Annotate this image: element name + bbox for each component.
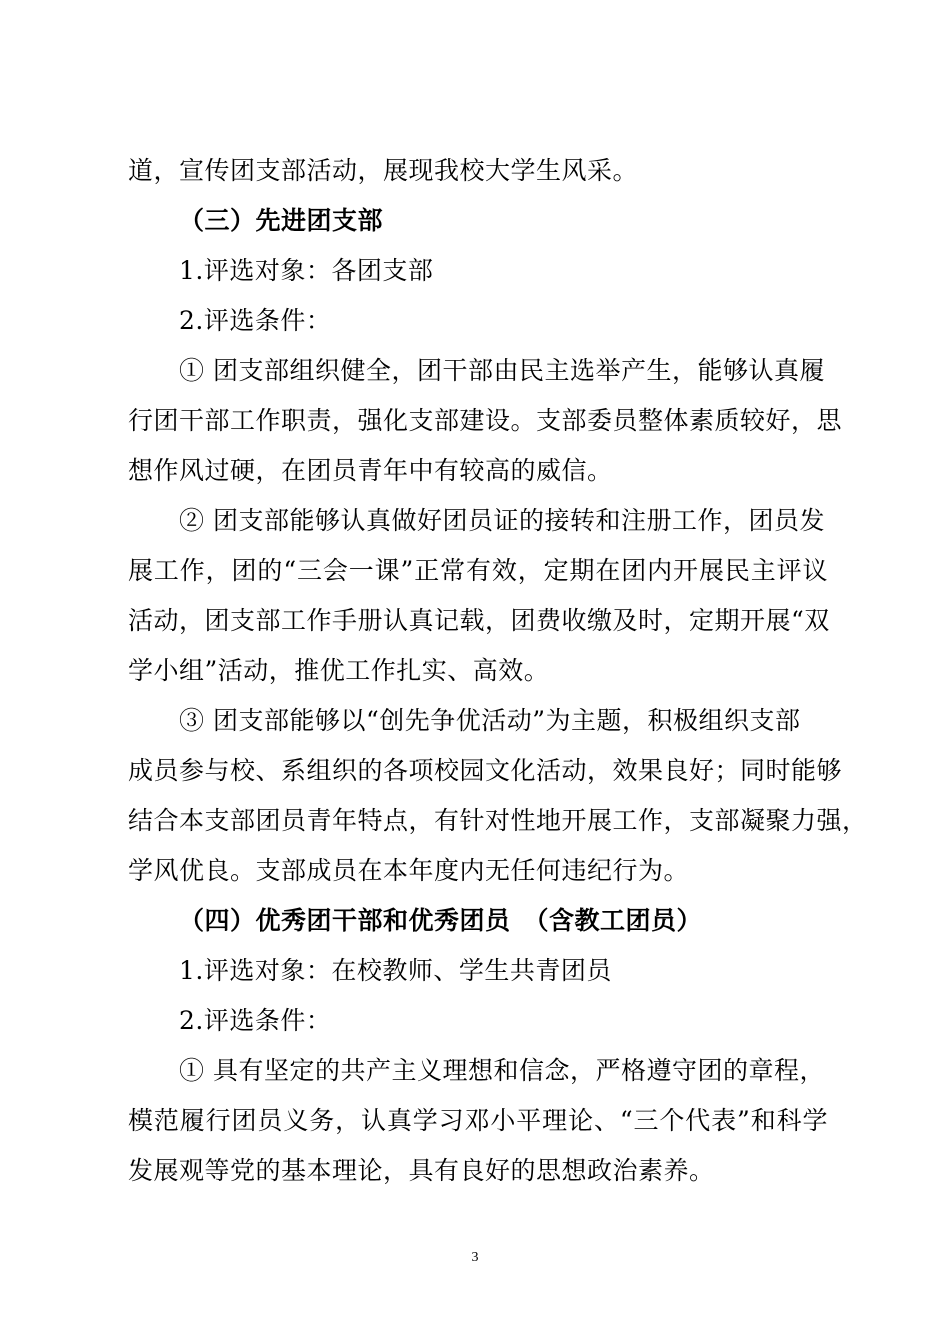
criterion-3-line: 成员参与校、系组织的各项校园文化活动，效果良好；同时能够: [128, 756, 843, 785]
criterion-1-line: 想作风过硬，在团员青年中有较高的威信。: [128, 456, 613, 485]
criterion-2-line: ② 团支部能够认真做好团员证的接转和注册工作，团员发: [179, 506, 825, 535]
criterion-1-line: ① 具有坚定的共产主义理想和信念，严格遵守团的章程，: [179, 1056, 825, 1085]
criterion-3-line: 结合本支部团员青年特点，有针对性地开展工作，支部凝聚力强，: [128, 806, 868, 835]
page-number: 3: [471, 1250, 479, 1265]
section-heading-3: （三）先进团支部: [179, 206, 384, 235]
selection-target-line: 1.评选对象：在校教师、学生共青团员: [179, 956, 612, 985]
criterion-2-line: 学小组”活动，推优工作扎实、高效。: [128, 656, 550, 685]
criterion-2-line: 活动，团支部工作手册认真记载，团费收缴及时，定期开展“双: [128, 606, 830, 635]
section-heading-4: （四）优秀团干部和优秀团员 （含教工团员）: [179, 906, 703, 935]
selection-criteria-line: 2.评选条件：: [179, 306, 332, 335]
criterion-1-line: 行团干部工作职责，强化支部建设。支部委员整体素质较好，思: [128, 406, 843, 435]
criterion-1-line: 发展观等党的基本理论，具有良好的思想政治素养。: [128, 1156, 715, 1185]
paragraph-line: 道，宣传团支部活动，展现我校大学生风采。: [128, 156, 639, 185]
criterion-3-line: ③ 团支部能够以“创先争优活动”为主题，积极组织支部: [179, 706, 801, 735]
criterion-2-line: 展工作，团的“三会一课”正常有效，定期在团内开展民主评议: [128, 556, 828, 585]
selection-criteria-line: 2.评选条件：: [179, 1006, 332, 1035]
criterion-1-line: ① 团支部组织健全，团干部由民主选举产生，能够认真履: [179, 356, 825, 385]
criterion-3-line: 学风优良。支部成员在本年度内无任何违纪行为。: [128, 856, 690, 885]
selection-target-line: 1.评选对象：各团支部: [179, 256, 434, 285]
criterion-1-line: 模范履行团员义务，认真学习邓小平理论、“三个代表”和科学: [128, 1106, 828, 1135]
